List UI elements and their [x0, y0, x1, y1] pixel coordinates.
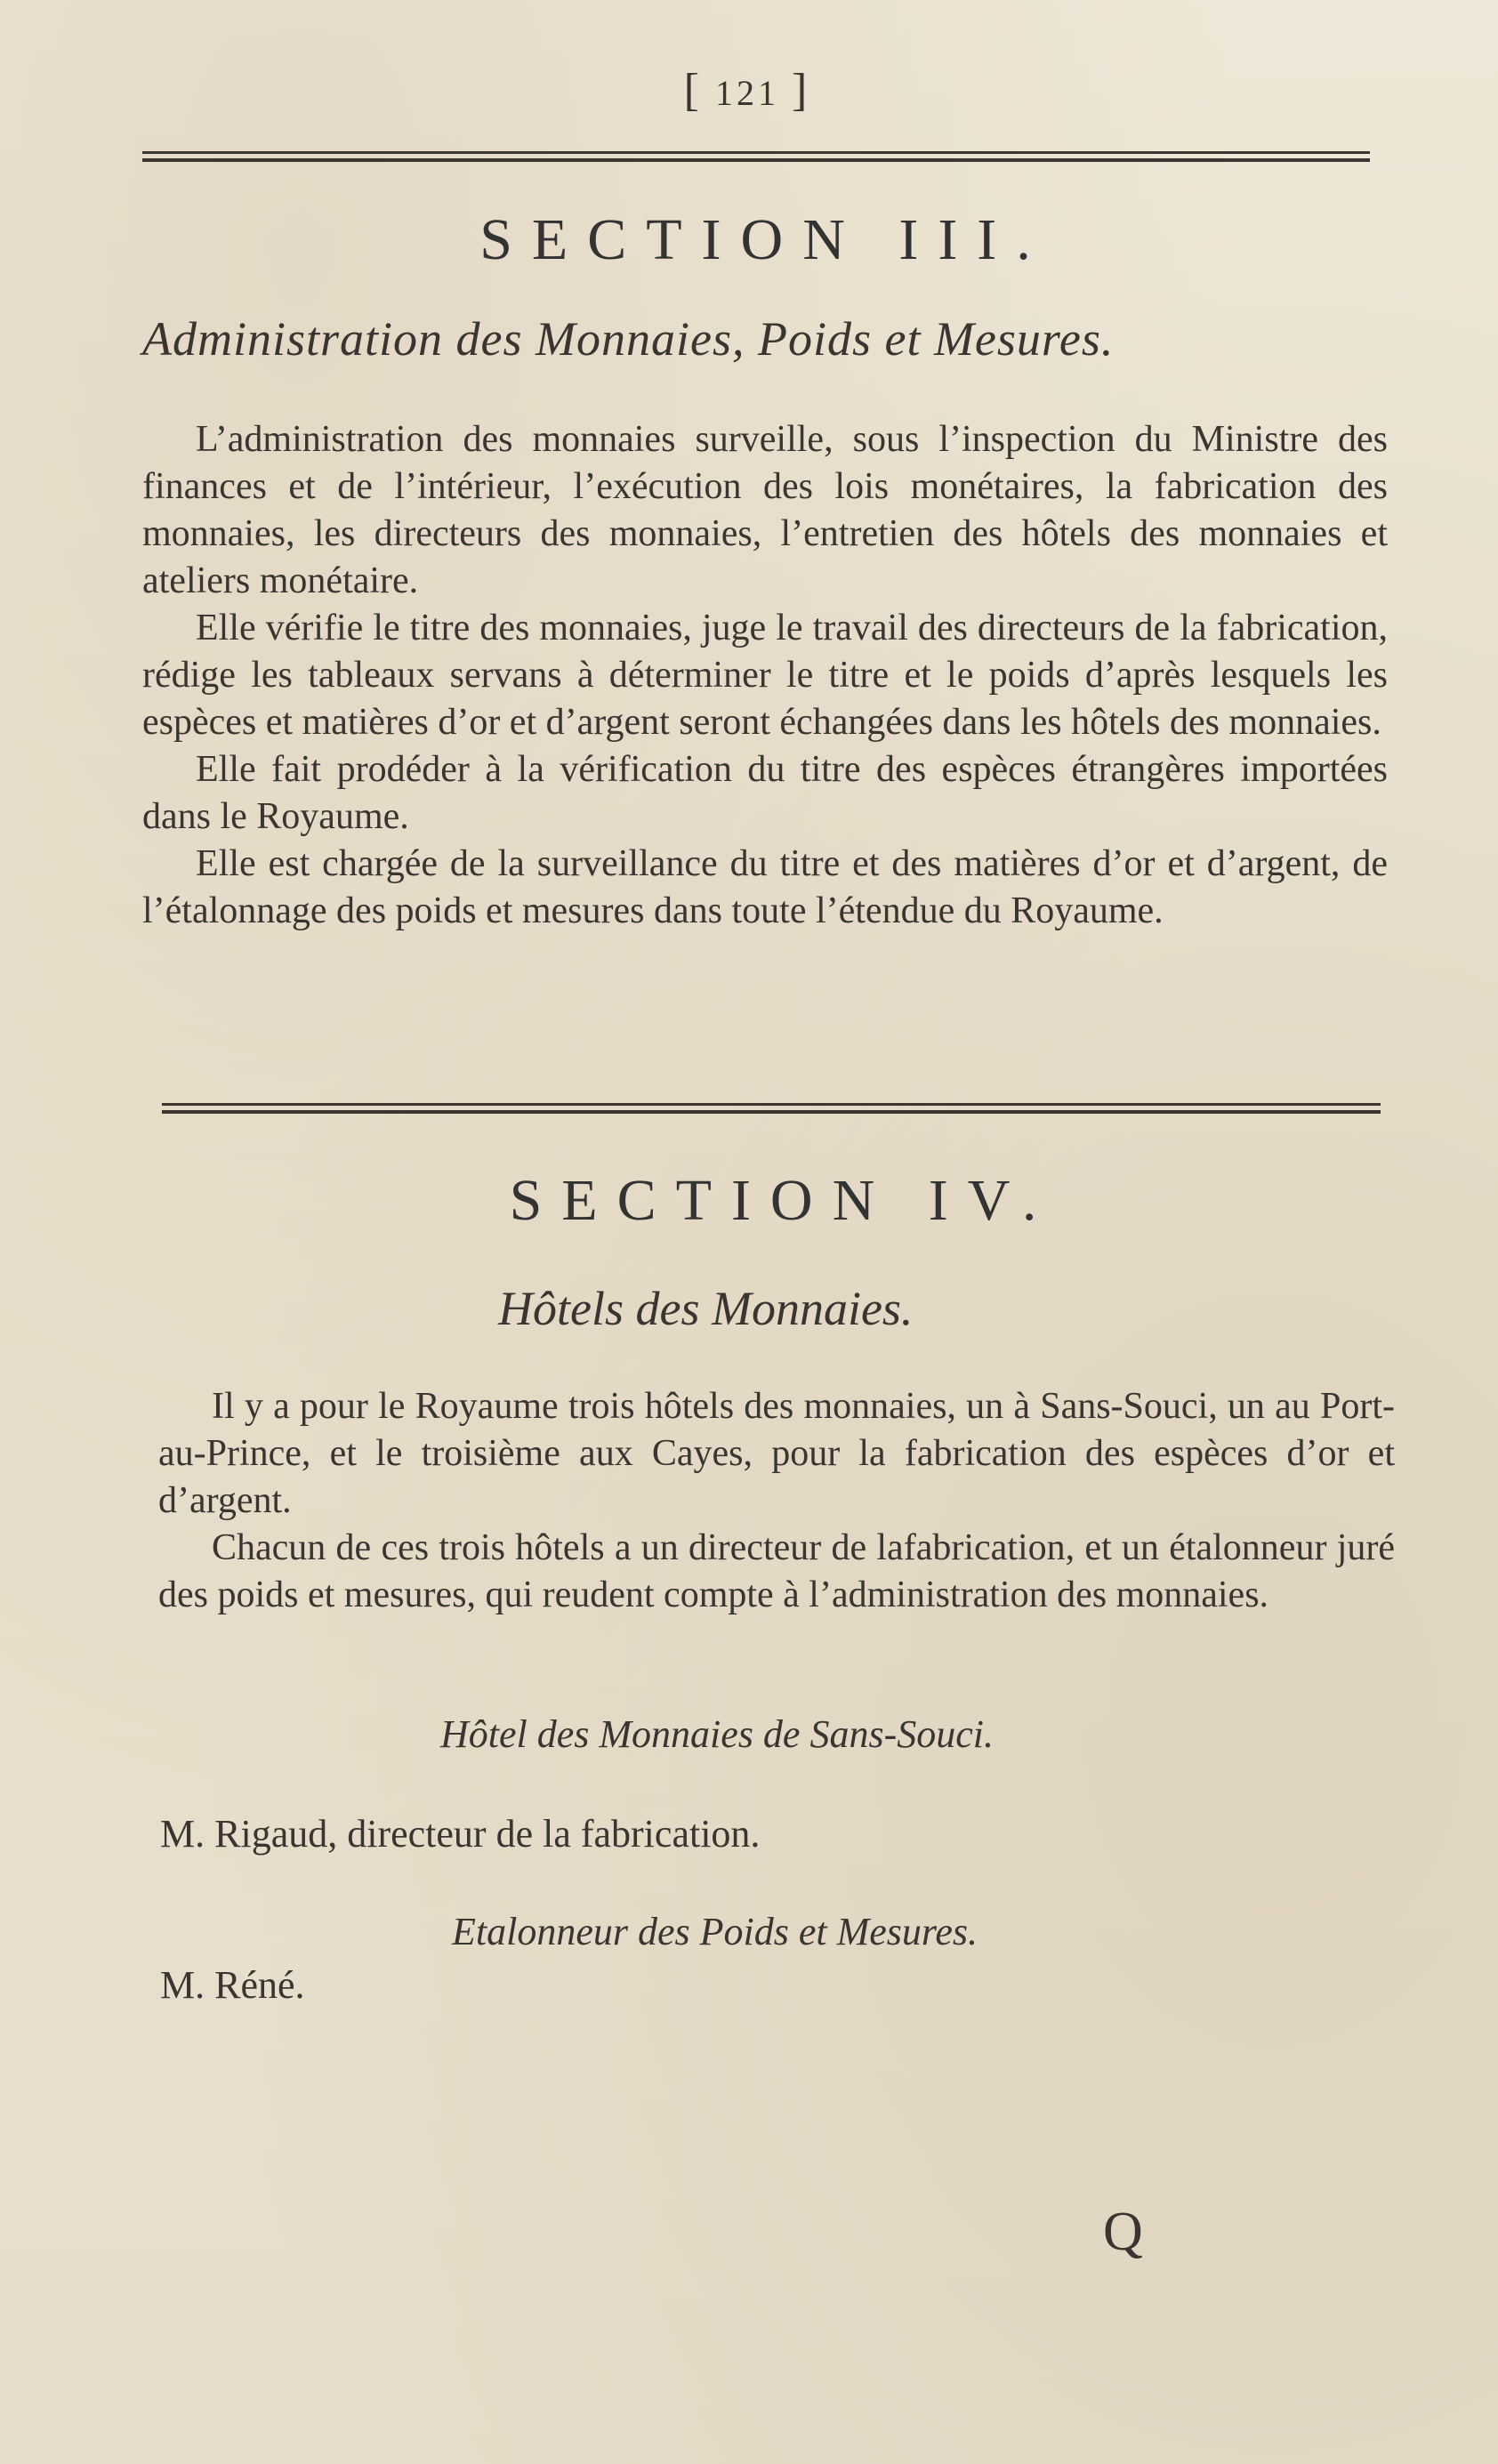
etalonneur-heading: Etalonneur des Poids et Mesures. — [452, 1910, 979, 1953]
section-3-heading: SECTION III. — [479, 207, 1051, 272]
director-entry: M. Rigaud, directeur de la fabrication. — [160, 1812, 761, 1856]
section-4-body — [158, 1383, 1395, 1619]
top-divider-rule — [142, 151, 1370, 162]
section-3-paragraph-3: Elle fait prodéder à la vérification du titre des espèces étrangères importées dans le Royaume. — [142, 749, 1388, 837]
middle-divider-rule — [162, 1103, 1381, 1114]
hotel-sans-souci-heading: Hôtel des Monnaies de Sans-Souci. — [440, 1712, 994, 1756]
signature-mark: Q — [1103, 2202, 1143, 2262]
section-4-heading: SECTION IV. — [509, 1168, 1057, 1233]
section-3-body — [142, 416, 1388, 935]
section-3-paragraph-4: Elle est chargée de la surveillance du titre et des matières d’or et d’argent, de l’étalonnage des poids et mesures dans toute l’étendue du Royaume. — [142, 843, 1388, 931]
section-4-paragraph-2: Chacun de ces trois hôtels a un directeur de lafabrication, et un étalonneur juré des poids et mesures, qui reudent compte à l’administration des monnaies. — [158, 1527, 1395, 1615]
section-3-subtitle: Administration des Monnaies, Poids et Mesures. — [142, 312, 1115, 366]
close-bracket-icon: ] — [792, 65, 811, 116]
etalonneur-entry: M. Réné. — [160, 1963, 305, 2007]
page-number — [614, 64, 881, 117]
section-4-subtitle: Hôtels des Monnaies. — [498, 1282, 914, 1335]
section-4-paragraph-1: Il y a pour le Royaume trois hôtels des monnaies, un à Sans-Souci, un au Port-au-Prince, et le troisième aux Cayes, pour la fabrication des espèces d’or et d’argent. — [158, 1386, 1395, 1521]
page-number-text: 121 — [715, 73, 779, 113]
section-3-paragraph-1: L’administration des monnaies surveille, sous l’inspection du Ministre des finances et de l’intérieur, l’exécution des lois monétaires, la fabrication des monnaies, les directeurs des monnaies, l’entretien des hôtels des monnaies et ateliers monétaire. — [142, 419, 1388, 601]
section-3-paragraph-2: Elle vérifie le titre des monnaies, juge le travail des directeurs de la fabrication, rédige les tableaux servans à déterminer le titre et le poids d’après lesquels les espèces et matières d’or et d’argent seront échangées dans les hôtels des monnaies. — [142, 608, 1388, 743]
open-bracket-icon: [ — [683, 65, 703, 116]
